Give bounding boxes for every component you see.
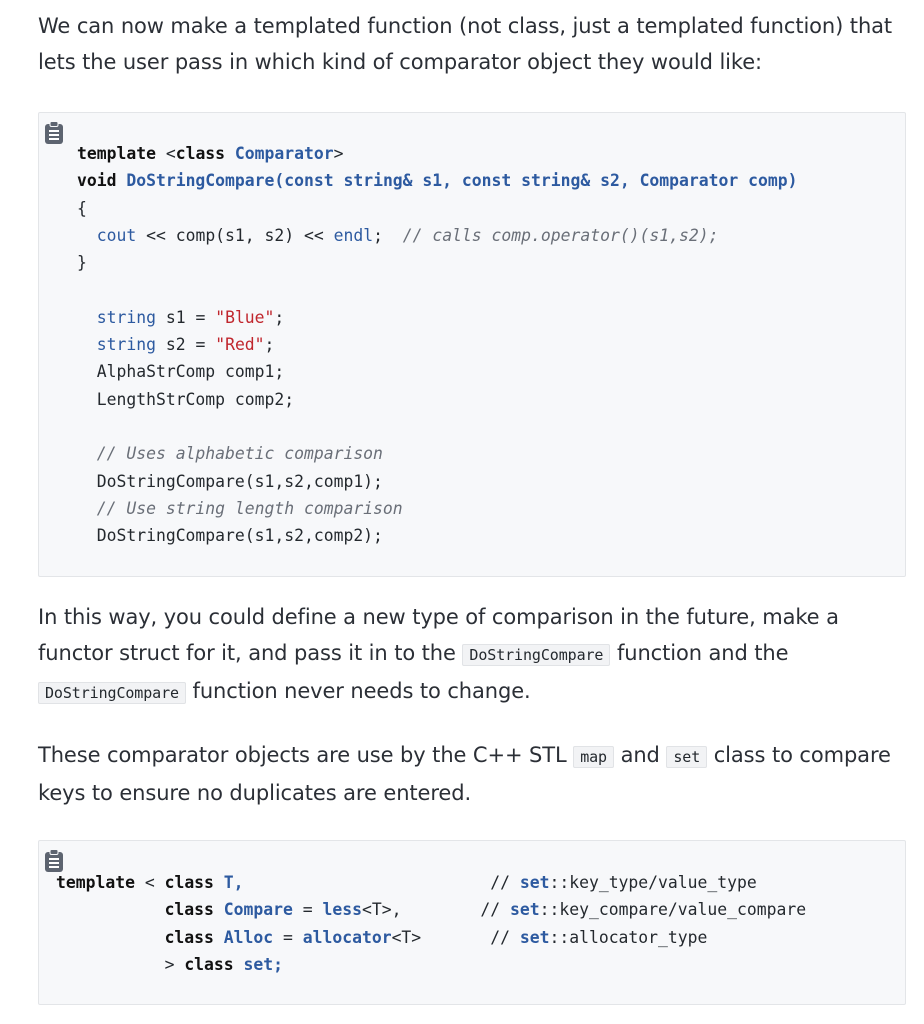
text: These comparator objects are use by the C++ STL xyxy=(38,743,567,767)
code-line: } xyxy=(77,253,87,273)
inline-code: set xyxy=(666,746,707,768)
inline-code: DoStringCompare xyxy=(38,682,186,704)
text: function never needs to change. xyxy=(192,679,531,703)
code-2 xyxy=(56,869,806,978)
text: In this way, you could define a new type of comparison in the future, make a functor struct for it, and pass it in to the xyxy=(38,605,839,665)
paragraph-2 xyxy=(38,599,906,711)
code-line: { xyxy=(77,198,87,218)
code-block-1 xyxy=(38,112,906,577)
code-line: cout << comp(s1, s2) << endl; // calls comp.operator()(s1,s2); xyxy=(96,225,719,245)
intro-paragraph: We can now make a templated function (not class, just a templated function) that lets the user pass in which kind of comparator object they would like: xyxy=(38,14,893,74)
inline-code: map xyxy=(573,746,614,768)
paragraph-3 xyxy=(38,737,906,811)
code-line: class Compare = less<T>, // set::key_compare/value_compare xyxy=(164,900,807,920)
code-line: > class set; xyxy=(164,954,284,974)
code-line: DoStringCompare(s1,s2,comp2); xyxy=(96,526,383,546)
code-line: string s1 = "Blue"; xyxy=(96,307,285,327)
code-line: template < class T, // set::key_type/value_type xyxy=(56,873,757,892)
clipboard-icon[interactable] xyxy=(44,121,64,145)
code-line: void DoStringCompare(const string& s1, const string& s2, Comparator comp) xyxy=(77,171,798,191)
code-block-2 xyxy=(38,840,906,1005)
code-line: string s2 = "Red"; xyxy=(96,335,275,355)
code-line: // Uses alphabetic comparison xyxy=(96,444,383,464)
code-line: AlphaStrComp comp1; xyxy=(96,362,285,382)
code-line: DoStringCompare(s1,s2,comp1); xyxy=(96,471,383,491)
inline-code: DoStringCompare xyxy=(462,644,610,666)
code-line: // Use string length comparison xyxy=(96,498,403,518)
code-1 xyxy=(77,140,797,549)
code-line: LengthStrComp comp2; xyxy=(96,389,295,409)
text: function and the xyxy=(616,641,789,665)
code-line: template <class Comparator> xyxy=(77,144,344,163)
code-line: class Alloc = allocator<T> // set::allocator_type xyxy=(164,927,708,947)
text: and xyxy=(620,743,660,767)
text: class to compare keys to ensure no duplicates are entered. xyxy=(38,743,891,805)
